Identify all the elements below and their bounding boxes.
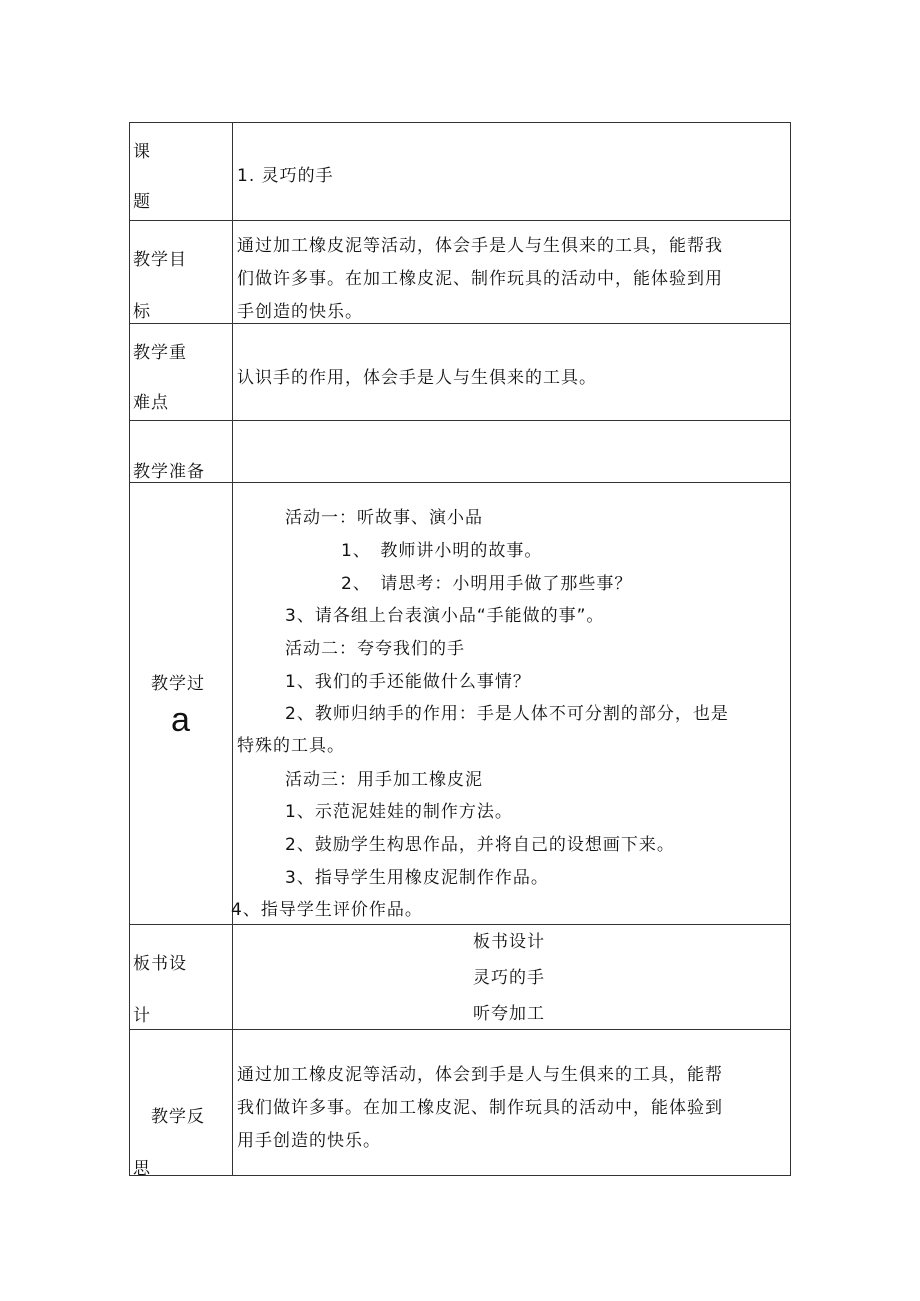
content-cell-goals [233,221,791,324]
label-topic-line1: 课 [133,142,151,162]
board-line-3: 听夸加工 [473,1004,545,1024]
process-line-1-3: 3、请各组上台表演小品“手能做的事”。 [285,606,605,626]
label-key-points-line2: 难点 [133,393,169,413]
label-cell-process [130,483,233,925]
label-reflection-line1: 教学反 [151,1107,205,1127]
label-cell-goals [130,221,233,324]
label-process-line1: 教学过 [151,674,205,694]
row-process [130,483,791,925]
process-line-activity3: 活动三：用手加工橡皮泥 [285,770,483,790]
key-points-text: 认识手的作用，体会手是人与生俱来的工具。 [237,368,597,388]
content-cell-process [233,483,791,925]
row-key-points [130,324,791,421]
board-title: 板书设计 [473,932,545,952]
row-topic [130,123,791,221]
row-board [130,925,791,1030]
content-cell-topic [233,123,791,221]
process-line-2-2: 2、教师归纳手的作用：手是人体不可分割的部分，也是 [285,704,729,724]
goals-text-line1: 通过加工橡皮泥等活动，体会手是人与生俱来的工具，能帮我 [237,236,723,256]
process-line-3-3: 3、指导学生用橡皮泥制作作品。 [285,868,549,888]
label-process-line2: a [171,701,190,739]
content-cell-board [233,925,791,1030]
label-cell-preparation [130,421,233,483]
goals-text-line2: 们做许多事。在加工橡皮泥、制作玩具的活动中，能体验到用 [237,269,723,289]
label-preparation: 教学准备 [133,462,205,482]
lesson-plan-table [129,122,791,1179]
content-cell-preparation [233,421,791,483]
content-cell-key-points [233,324,791,421]
process-line-3-4: 4、指导学生评价作品。 [231,900,423,920]
row-reflection [130,1030,791,1176]
process-line-2-1: 1、我们的手还能做什么事情？ [285,672,531,692]
process-line-1-1: 1、 教师讲小明的故事。 [341,541,543,561]
content-cell-reflection [233,1030,791,1176]
label-cell-topic [130,123,233,221]
label-reflection-line2: 思 [133,1159,151,1179]
process-line-1-2: 2、 请思考：小明用手做了那些事？ [341,574,633,594]
reflection-text-line3: 用手创造的快乐。 [237,1131,381,1151]
reflection-text-line1: 通过加工橡皮泥等活动，体会到手是人与生俱来的工具，能帮 [237,1065,723,1085]
label-topic-line2: 题 [133,192,151,212]
label-cell-board [130,925,233,1030]
label-board-line1: 板书设 [133,954,187,974]
label-goals-line1: 教学目 [133,250,187,270]
label-cell-key-points [130,324,233,421]
label-key-points-line1: 教学重 [133,343,187,363]
process-line-3-2: 2、鼓励学生构思作品，并将自己的设想画下来。 [285,835,675,855]
row-preparation [130,421,791,483]
process-line-activity1: 活动一：听故事、演小品 [285,508,483,528]
reflection-text-line2: 我们做许多事。在加工橡皮泥、制作玩具的活动中，能体验到 [237,1098,723,1118]
goals-text-line3: 手创造的快乐。 [237,302,363,322]
process-line-3-1: 1、示范泥娃娃的制作方法。 [285,802,513,822]
process-line-activity2: 活动二：夸夸我们的手 [285,639,465,659]
row-goals [130,221,791,324]
process-line-2-2-cont: 特殊的工具。 [237,736,345,756]
label-goals-line2: 标 [133,302,151,322]
label-cell-reflection [130,1030,233,1179]
topic-title: 1. 灵巧的手 [237,166,334,186]
label-board-line2: 计 [133,1006,151,1026]
board-line-2: 灵巧的手 [473,968,545,988]
